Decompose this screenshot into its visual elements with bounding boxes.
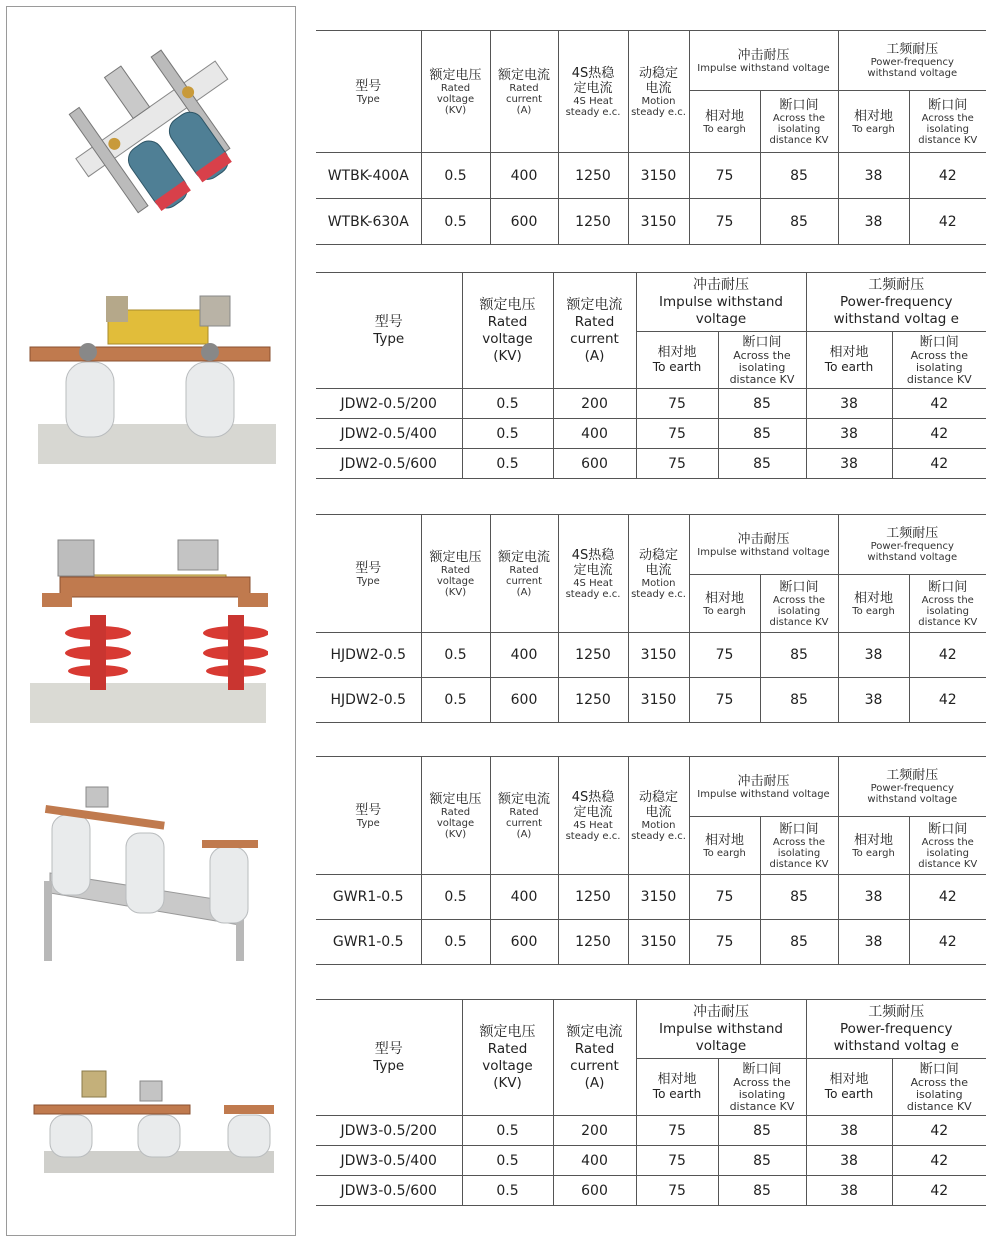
header-impulse: 冲击耐压 Impulse withstand voltage	[636, 273, 806, 332]
header-isolating: 断口间 Across the isolating distance KV	[718, 1059, 806, 1116]
table-row: JDW3-0.5/600 0.5 600 75 85 38 42	[316, 1176, 986, 1206]
header-isolating: 断口间 Across the isolating distance KV	[909, 91, 986, 153]
header-to-earth: 相对地 To earth	[806, 332, 892, 389]
header-impulse: 冲击耐压 Impulse withstand voltage	[689, 31, 838, 91]
header-to-earth: 相对地 To eargh	[838, 91, 909, 153]
header-rated-voltage: 额定电压 Rated voltage (KV)	[462, 1000, 553, 1116]
header-to-earth: 相对地 To eargh	[838, 575, 909, 633]
header-rated-voltage: 额定电压 Rated voltage (KV)	[421, 515, 490, 633]
header-rated-current: 额定电流 Rated current (A)	[490, 515, 558, 633]
header-power-frequency: 工频耐压 Power-frequency withstand voltage	[838, 757, 986, 817]
header-to-earth: 相对地 To eargh	[689, 91, 760, 153]
header-heat-steady: 4S热稳 定电流 4S Heat steady e.c.	[558, 757, 628, 875]
header-rated-voltage: 额定电压 Rated voltage (KV)	[421, 757, 490, 875]
spec-table-wtbk	[316, 30, 986, 245]
header-type: 型号 Type	[316, 515, 421, 633]
table-row: WTBK-400A 0.5 400 1250 3150 75 85 38 42	[316, 153, 986, 199]
gwr1-switch-photo	[40, 785, 270, 965]
header-to-earth: 相对地 To earth	[636, 332, 718, 389]
table-row: JDW2-0.5/600 0.5 600 75 85 38 42	[316, 449, 986, 479]
table-row: WTBK-630A 0.5 600 1250 3150 75 85 38 42	[316, 199, 986, 245]
header-isolating: 断口间 Across the isolating distance KV	[892, 1059, 986, 1116]
hjdw2-switch-photo	[28, 535, 268, 725]
header-type: 型号 Type	[316, 31, 421, 153]
spec-table-gwr1	[316, 756, 986, 965]
header-rated-current: 额定电流 Rated current (A)	[553, 273, 636, 389]
header-to-earth: 相对地 To eargh	[689, 817, 760, 875]
jdw3-switch-photo	[30, 1065, 280, 1177]
header-rated-current: 额定电流 Rated current (A)	[553, 1000, 636, 1116]
header-motion-steady: 动稳定 电流 Motion steady e.c.	[628, 757, 689, 875]
header-isolating: 断口间 Across the isolating distance KV	[718, 332, 806, 389]
spec-table-jdw3	[316, 999, 986, 1206]
header-motion-steady: 动稳定 电流 Motion steady e.c.	[628, 515, 689, 633]
header-motion-steady: 动稳定 电流 Motion steady e.c.	[628, 31, 689, 153]
header-rated-voltage: 额定电压 Rated voltage (KV)	[421, 31, 490, 153]
header-rated-voltage: 额定电压 Rated voltage (KV)	[462, 273, 553, 389]
header-type: 型号 Type	[316, 1000, 462, 1116]
table-row: GWR1-0.5 0.5 400 1250 3150 75 85 38 42	[316, 875, 986, 920]
header-power-frequency: 工频耐压 Power-frequency withstand voltag e	[806, 1000, 986, 1059]
header-to-earth: 相对地 To eargh	[689, 575, 760, 633]
wtbk-switch-photo	[50, 30, 250, 220]
table-row: HJDW2-0.5 0.5 400 1250 3150 75 85 38 42	[316, 633, 986, 678]
header-type: 型号 Type	[316, 757, 421, 875]
table-row: JDW3-0.5/200 0.5 200 75 85 38 42	[316, 1116, 986, 1146]
header-isolating: 断口间 Across the isolating distance KV	[760, 817, 838, 875]
header-impulse: 冲击耐压 Impulse withstand voltage	[636, 1000, 806, 1059]
header-isolating: 断口间 Across the isolating distance KV	[892, 332, 986, 389]
header-impulse: 冲击耐压 Impulse withstand voltage	[689, 515, 838, 575]
header-isolating: 断口间 Across the isolating distance KV	[760, 91, 838, 153]
header-power-frequency: 工频耐压 Power-frequency withstand voltag e	[806, 273, 986, 332]
table-row: JDW3-0.5/400 0.5 400 75 85 38 42	[316, 1146, 986, 1176]
header-isolating: 断口间 Across the isolating distance KV	[760, 575, 838, 633]
header-to-earth: 相对地 To earth	[636, 1059, 718, 1116]
table-row: JDW2-0.5/400 0.5 400 75 85 38 42	[316, 419, 986, 449]
table-row: GWR1-0.5 0.5 600 1250 3150 75 85 38 42	[316, 920, 986, 965]
spec-table-hjdw2	[316, 514, 986, 723]
header-to-earth: 相对地 To earth	[806, 1059, 892, 1116]
header-rated-current: 额定电流 Rated current (A)	[490, 31, 558, 153]
header-to-earth: 相对地 To eargh	[838, 817, 909, 875]
header-type: 型号 Type	[316, 273, 462, 389]
header-heat-steady: 4S热稳 定电流 4S Heat steady e.c.	[558, 515, 628, 633]
header-rated-current: 额定电流 Rated current (A)	[490, 757, 558, 875]
header-isolating: 断口间 Across the isolating distance KV	[909, 575, 986, 633]
jdw2-switch-photo	[28, 292, 278, 467]
header-isolating: 断口间 Across the isolating distance KV	[909, 817, 986, 875]
table-row: JDW2-0.5/200 0.5 200 75 85 38 42	[316, 389, 986, 419]
table-row: HJDW2-0.5 0.5 600 1250 3150 75 85 38 42	[316, 678, 986, 723]
spec-table-jdw2	[316, 272, 986, 479]
header-heat-steady: 4S热稳 定电流 4S Heat steady e.c.	[558, 31, 628, 153]
header-impulse: 冲击耐压 Impulse withstand voltage	[689, 757, 838, 817]
header-power-frequency: 工频耐压 Power-frequency withstand voltage	[838, 515, 986, 575]
header-power-frequency: 工频耐压 Power-frequency withstand voltage	[838, 31, 986, 91]
